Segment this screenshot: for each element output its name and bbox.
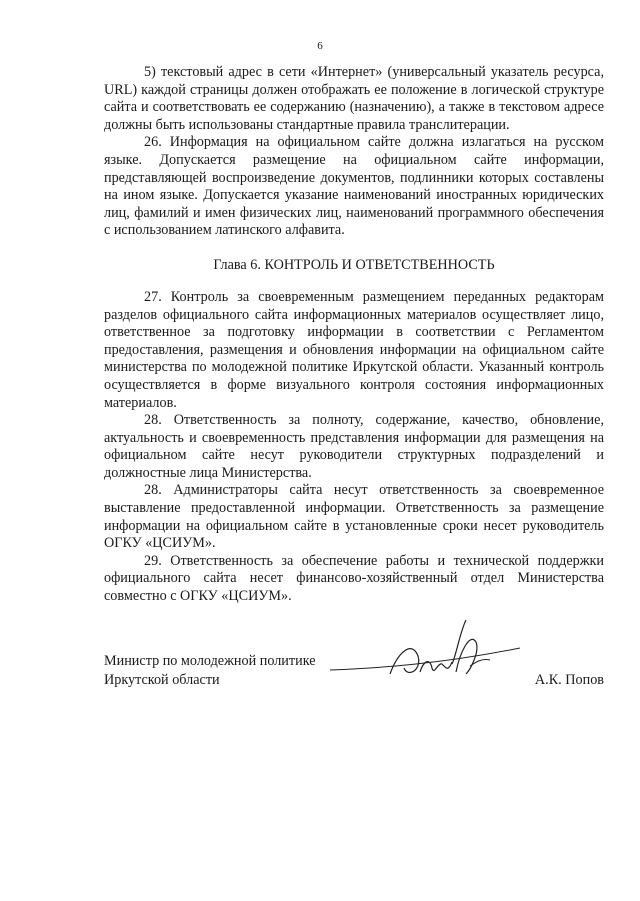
- paragraph-28-administrators: 28. Администраторы сайта несут ответственность за своевременное выставление предоставленной информации. Ответственность за размещение информации на официальном сайте в установленные сроки несет руководитель ОГКУ «ЦСИУМ».: [104, 482, 604, 552]
- signatory-name: А.К. Попов: [534, 672, 604, 688]
- paragraph-26-language: 26. Информация на официальном сайте должна излагаться на русском языке. Допускается размещение на официальном сайте информации, представляющей воспроизведение документов, подлинники которых составлены на ином языке. Допускается указание наименований иностранных юридических лиц, фамилий и имен физических лиц, наименований программного обеспечения с использованием латинского алфавита.: [104, 134, 604, 239]
- paragraph-29-technical-support: 29. Ответственность за обеспечение работы и технической поддержки официального сайта несет финансово-хозяйственный отдел Министерства совместно с ОГКУ «ЦСИУМ».: [104, 552, 604, 605]
- paragraph-28-responsibility: 28. Ответственность за полноту, содержание, качество, обновление, актуальность и своевременность представления информации для размещения на официальном сайте несут руководители структурных подразделений и должностные лица Министерства.: [104, 412, 604, 481]
- signatory-title-line-1: Министр по молодежной политике: [104, 653, 316, 669]
- page-number: 6: [317, 40, 323, 52]
- document-body: [104, 64, 604, 606]
- paragraph-item-5-url: 5) текстовый адрес в сети «Интернет» (универсальный указатель ресурса, URL) каждой страницы должен отображать ее положение в логической структуре сайта и соответствовать ее содержанию (назначению), а также в текстовом адресе должны быть использованы стандартные правила транслитерации.: [104, 64, 604, 133]
- chapter-heading: Глава 6. КОНТРОЛЬ И ОТВЕТСТВЕННОСТЬ: [213, 256, 495, 273]
- paragraph-27-control: 27. Контроль за своевременным размещением переданных редакторам разделов официального сайта информационных материалов осуществляет лицо, ответственное за подготовку информации в соответствии с Регламентом предоставления, размещения и обновления информации на официальном сайте министерства по молодежной политике Иркутской области. Указанный контроль осуществляется в форме визуального контроля состояния информационных материалов.: [104, 288, 604, 411]
- signature-block: [104, 652, 604, 702]
- signatory-title-line-2: Иркутской области: [104, 672, 220, 688]
